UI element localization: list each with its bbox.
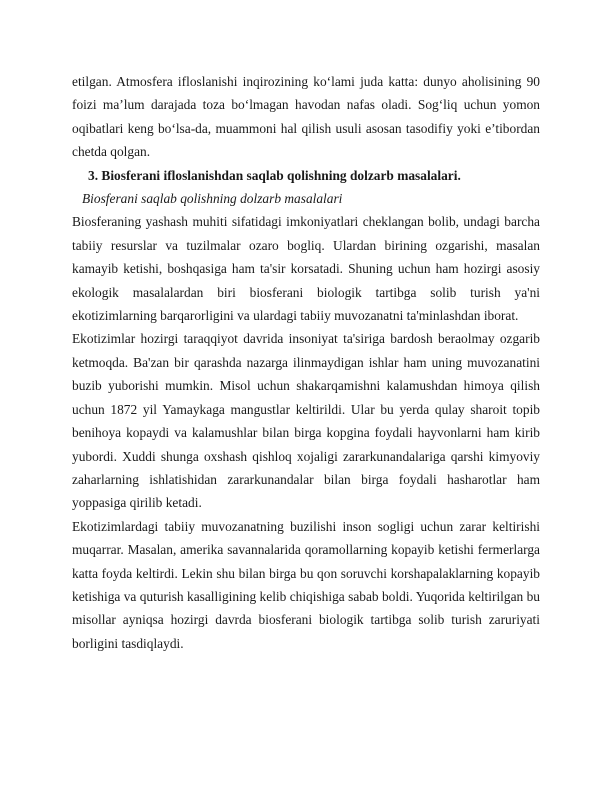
body-paragraph-2: Ekotizimlar hozirgi taraqqiyot davrida insoniyat ta'siriga bardosh beraolmay ozgarib ketmoqda. Ba'zan bir qarashda nazarga ilinmaydigan ishlar ham uning muvozanatini buzib yuborishi mumkin. Misol uchun shakarqamishni kalamushdan himoya qilish uchun 1872 yil Yamaykaga mangustlar keltirildi. Ular bu yerda qulay sharoit topib benihoya kopaydi va kalamushlar bilan birga kopgina foydali hayvonlarni ham kirib yubordi. Xuddi shunga oxshash qishloq xojaligi zararkunandalariga qarshi kimyoviy zaharlarning ishlatishidan zararkunandalar bilan birga foydali hasharotlar ham yoppasiga qirilib ketadi. bbox=[72, 331, 540, 511]
body-paragraph-1: Biosferaning yashash muhiti sifatidagi imkoniyatlari cheklangan bolib, undagi barcha tabiiy resurslar va tuzilmalar ozaro bogliq. Ulardan birining ozgarishi, masalan kamayib ketishi, boshqasiga ham ta'sir korsatadi. Shuning uchun ham hozirgi asosiy ekologik masalalardan biri biosferani biologik tartibga solib turish ya'ni ekotizimlarning barqarorligini va ulardagi tabiiy muvozanatni ta'minlashdan iborat. bbox=[72, 214, 540, 324]
body-paragraph-3: Ekotizimlardagi tabiiy muvozanatning buzilishi inson sogligi uchun zarar keltirishi muqarrar. Masalan, amerika savannalarida qoramollarning kopayib ketishi fermerlarga katta foyda keltirdi. Lekin shu bilan birga bu qon soruvchi korshapalaklarning kopayib ketishiga va quturish kasalligining kelib chiqishiga sabab boldi. Yuqorida keltirilgan bu misollar ayniqsa hozirgi davrda biosferani biologik tartibga solib turish zaruriyati borligini tasdiqlaydi. bbox=[72, 518, 540, 651]
intro-paragraph: etilgan. Atmosfera ifloslanishi inqirozining ko‘lami juda katta: dunyo aholisining 90 foizi ma’lum darajada toza bo‘lmagan havodan nafas oladi. Sog‘liq uchun yomon oqibatlari keng bo‘lsa-da, muammoni hal qilish usuli asosan tasodifiy yoki e’tibordan chetda qolgan. bbox=[72, 74, 540, 160]
section-subheading: Biosferani saqlab qolishning dolzarb masalalari bbox=[82, 191, 343, 207]
document-page bbox=[72, 70, 540, 655]
section-heading: 3. Biosferani ifloslanishdan saqlab qolishning dolzarb masalalari. bbox=[88, 167, 461, 183]
